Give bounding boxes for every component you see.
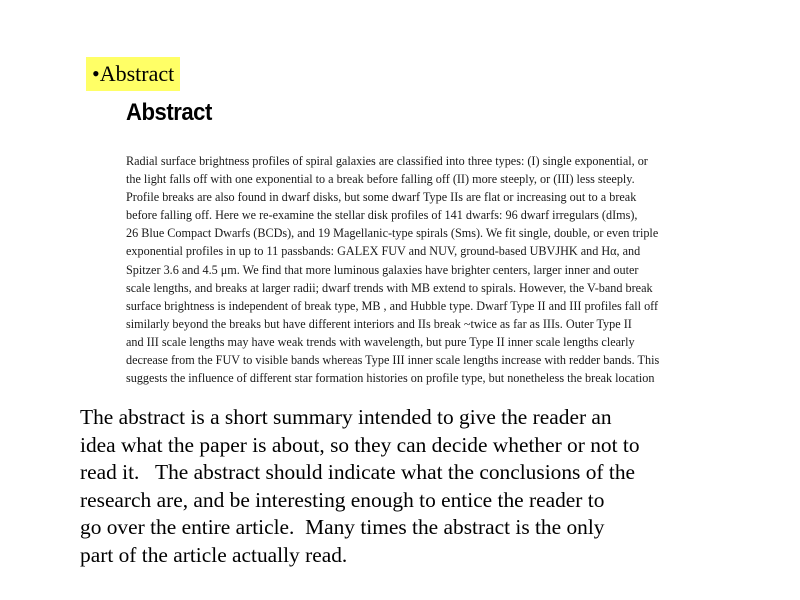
slide-bullet-text: •Abstract bbox=[92, 61, 175, 86]
slide-explanation-text bbox=[80, 404, 740, 569]
slide-bullet-abstract bbox=[86, 57, 180, 91]
explanation-line: The abstract is a short summary intended to give the reader an bbox=[80, 405, 612, 429]
abstract-line: suggests the influence of different star formation histories on profile type, but nonetheless the break location bbox=[126, 371, 655, 386]
abstract-line: exponential profiles in up to 11 passbands: GALEX FUV and NUV, ground-based UBVJHK and Hα, and bbox=[126, 244, 641, 259]
paper-abstract-heading: Abstract bbox=[126, 99, 212, 126]
explanation-line: read it. The abstract should indicate what the conclusions of the bbox=[80, 460, 636, 484]
explanation-line: idea what the paper is about, so they can decide whether or not to bbox=[80, 432, 640, 457]
explanation-line: research are, and be interesting enough to entice the reader to bbox=[80, 487, 605, 512]
abstract-line: Spitzer 3.6 and 4.5 μm. We find that more luminous galaxies have brighter centers, larger inner and outer bbox=[126, 262, 639, 277]
abstract-line: the light falls off with one exponential to a break before falling off (II) more steeply, or (III) less steeply. bbox=[126, 172, 635, 187]
paper-abstract-excerpt bbox=[126, 152, 686, 387]
explanation-line: go over the entire article. Many times the abstract is the only bbox=[80, 515, 605, 539]
abstract-line: similarly beyond the breaks but have different interiors and IIs break ~twice as far as IIIs. Outer Type II bbox=[126, 316, 632, 331]
abstract-line: decrease from the FUV to visible bands whereas Type III inner scale lengths increase with redder bands. This bbox=[126, 353, 660, 368]
abstract-line: Radial surface brightness profiles of spiral galaxies are classified into three types: (I) single exponential, or bbox=[126, 154, 648, 168]
abstract-line: scale lengths, and breaks at larger radii; dwarf trends with MB extend to spirals. However, the V-band break bbox=[126, 280, 653, 295]
abstract-line: 26 Blue Compact Dwarfs (BCDs), and 19 Magellanic-type spirals (Sms). We fit single, double, or even triple bbox=[126, 226, 659, 241]
explanation-line: part of the article actually read. bbox=[80, 542, 348, 567]
abstract-line: Profile breaks are also found in dwarf disks, but some dwarf Type IIs are flat or increasing out to a break bbox=[126, 190, 637, 205]
abstract-line: surface brightness is independent of break type, MB , and Hubble type. Dwarf Type II and III profiles fall off bbox=[126, 298, 659, 313]
abstract-line: and III scale lengths may have weak trends with wavelength, but pure Type II inner scale lengths clearly bbox=[126, 334, 635, 349]
abstract-line: before falling off. Here we re-examine the stellar disk profiles of 141 dwarfs: 96 dwarf irregulars (dIms), bbox=[126, 208, 638, 223]
